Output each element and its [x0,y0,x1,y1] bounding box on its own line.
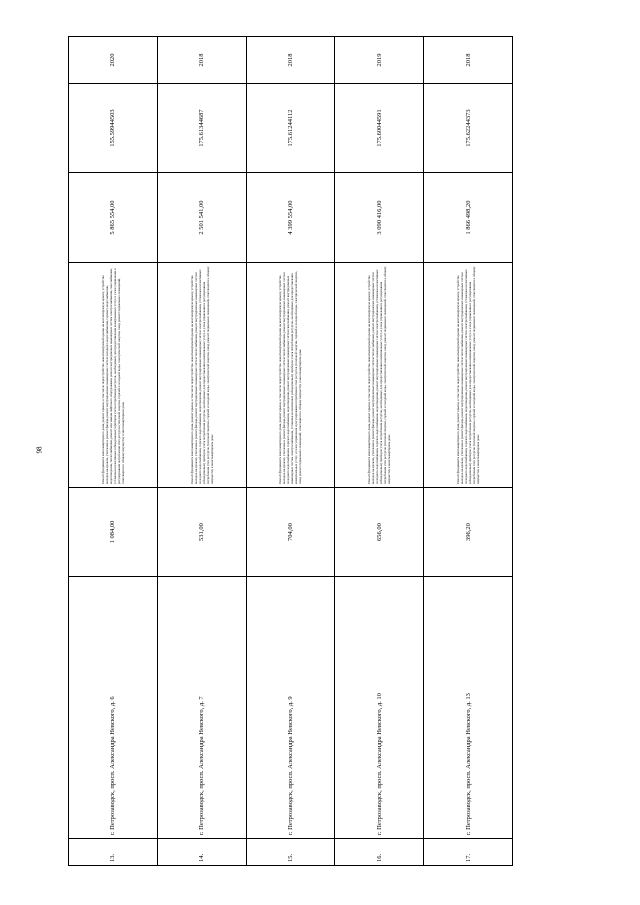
row-works: Ремонт фундамента многоквартирного дома, ремонт крыши, в том числе переустройство невентилируемой крыши на вентилируемую крышу, устройство выходов на кровлю, утепление и ремонт фасада, ремонт внутридомовых инженерных систем теплоснабжения, ремонт внутридомовых инженерных систем холодного водоснабжения, горячего водоснабжения, водоотведения, ремонт внутридомовых инженерных систем электроснабжения, установка коллективных (общедомовых) приборов учета потребления ресурсов, необходимых для предоставления коммунальных услуг, и узлов управления и регулирования потребления этих ресурсов (тепловой энергии, горячей и холодной воды, электрической энергии, газа), ремонт подвальных помещений, относящихся к общему имуществу в многоквартирном доме [157,263,246,488]
row-cadastre: 175.61344687 [157,84,246,173]
page-number: 98 [35,446,44,454]
row-number: 14. [157,839,246,866]
row-cadastre: 175.61244112 [246,84,335,173]
row-works: Ремонт фундамента многоквартирного дома, ремонт крыши, в том числе переустройство невентилируемой крыши на вентилируемую крышу, устройство выходов на кровлю, утепление и ремонт фасада, ремонт внутридомовых инженерных систем теплоснабжения, ремонт внутридомовых инженерных систем холодного водоснабжения, горячего водоснабжения, водоотведения, ремонт внутридомовых инженерных систем электроснабжения, установка коллективных (общедомовых) приборов учета потребления ресурсов, необходимых для предоставления коммунальных услуг, и узлов управления и регулирования потребления этих ресурсов (тепловой энергии, горячей и холодной воды, электрической энергии, газа), ремонт подвальных помещений, относящихся к общему имуществу в многоквартирном доме [424,263,513,488]
table-row [246,37,335,866]
table-row [157,37,246,866]
row-year: 2018 [424,37,513,84]
row-cost: 1 866 498,20 [424,173,513,263]
row-cadastre: 175.62244373 [424,84,513,173]
row-cadastre: 155.59944503 [69,84,158,173]
row-address: г. Петрозаводск, просп. Александра Невского, д. 13 [424,577,513,839]
row-number: 16. [335,839,424,866]
row-works: Ремонт фундамента многоквартирного дома, ремонт крыши, в том числе переустройство невентилируемой крыши на вентилируемую крышу, устройство выходов на кровлю, утепление и ремонт фасада, ремонт внутридомовых инженерных систем холодного водоснабжения, горячего водоснабжения, водоотведения, теплоснабжения, ремонт или замена лифтового оборудования, ремонт внутридомовых инженерных систем электроснабжения, газоснабжения, установка коллективных (общедомовых) приборов учета потребления ресурсов, необходимых для предоставления коммунальных услуг, и узлов управления и регулирования потребления этих ресурсов (тепловой энергии, горячей и холодной воды, электрической энергии, газа), ремонт подвальных помещений, относящихся к общему имуществу в многоквартирном доме [69,263,158,488]
row-works: Ремонт фундамента многоквартирного дома, ремонт крыши, в том числе переустройство невентилируемой крыши на вентилируемую крышу, устройство выходов на кровлю, утепление и ремонт фасада, ремонт внутридомовых инженерных систем теплоснабжения, ремонт внутридомовых инженерных систем холодного водоснабжения, горячего водоснабжения, водоотведения, ремонт внутридомовых инженерных систем электроснабжения, установка коллективных (общедомовых) приборов учета потребления ресурсов, необходимых для предоставления коммунальных услуг, и узлов управления и регулирования потребления этих ресурсов (тепловой энергии, горячей и холодной воды, электрической энергии, газа), ремонт подвальных помещений, относящихся к общему имуществу в многоквартирном доме [335,263,424,488]
row-number: 15. [246,839,335,866]
row-cadastre: 175.60044591 [335,84,424,173]
row-works: Ремонт фундамента многоквартирного дома, ремонт крыши, в том числе переустройство невентилируемой крыши на вентилируемую крышу, устройство выходов на кровлю, утепление и ремонт фасада, ремонт внутридомовых инженерных систем теплоснабжения, ремонт внутридомовых инженерных систем холодного водоснабжения, горячего водоснабжения, водоотведения, ремонт внутридомовых инженерных систем газоснабжения, ремонт внутридомовых инженерных систем электроснабжения, установка коллективных (общедомовых) приборов учета потребления ресурсов, необходимых для предоставления коммунальных услуг, и узлов управления и регулирования потребления этих ресурсов (тепловой энергии, горячей и холодной воды, электрической энергии, газа), ремонт подвальных помещений, относящихся к общему имуществу в многоквартирном доме [246,263,335,488]
rotated-table-wrapper [68,53,513,866]
row-area: 704,00 [246,488,335,577]
table-row [335,37,424,866]
row-cost: 3 090 416,00 [335,173,424,263]
row-year: 2018 [157,37,246,84]
row-year: 2019 [335,37,424,84]
row-year: 2020 [69,37,158,84]
row-address: г. Петрозаводск, просп. Александра Невского, д. 9 [246,577,335,839]
row-address: г. Петрозаводск, просп. Александра Невского, д. 7 [157,577,246,839]
row-number: 17. [424,839,513,866]
row-area: 531,00 [157,488,246,577]
table-row [424,37,513,866]
row-address: г. Петрозаводск, просп. Александра Невского, д. 10 [335,577,424,839]
row-number: 13. [69,839,158,866]
row-cost: 5 865 554,00 [69,173,158,263]
row-year: 2018 [246,37,335,84]
row-area: 396,20 [424,488,513,577]
row-area: 656,00 [335,488,424,577]
row-cost: 2 501 541,00 [157,173,246,263]
table-row [69,37,158,866]
row-area: 1 084,00 [69,488,158,577]
capital-repair-table [68,36,513,866]
row-cost: 4 399 554,00 [246,173,335,263]
row-address: г. Петрозаводск, просп. Александра Невского, д. 6 [69,577,158,839]
